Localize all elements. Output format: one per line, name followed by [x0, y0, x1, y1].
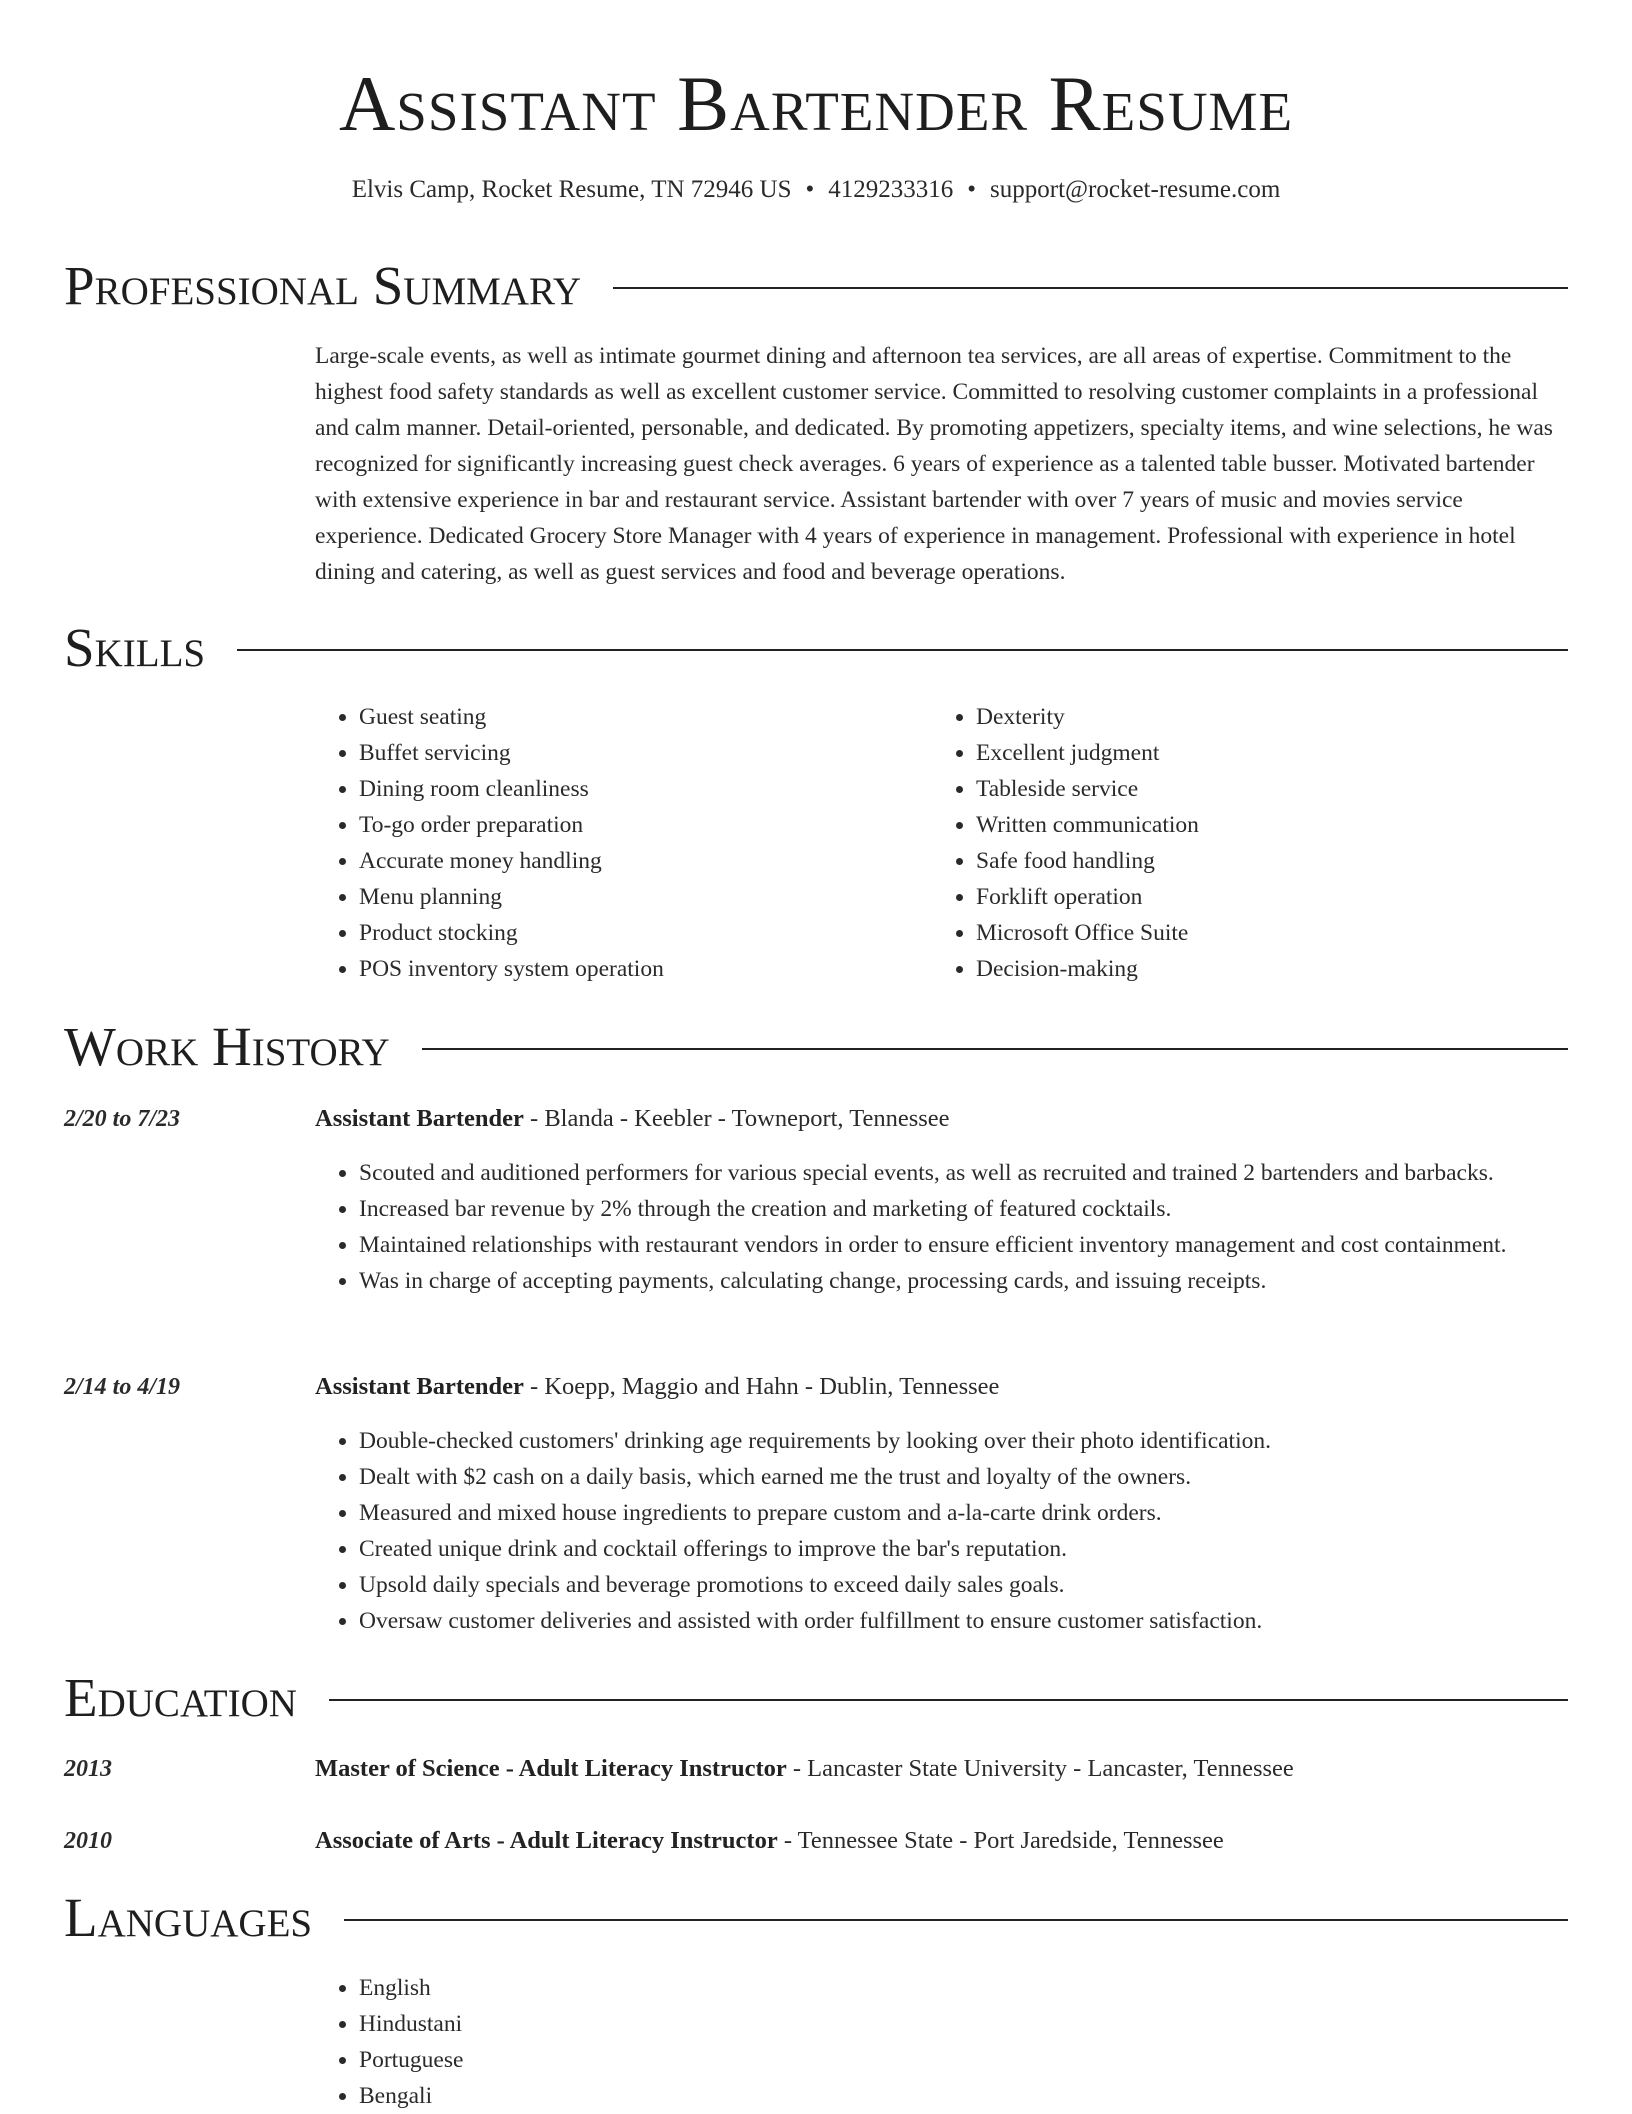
job-employer: - Blanda - Keebler - Towneport, Tennessee [523, 1105, 950, 1132]
language-item: • Portuguese [359, 2042, 1575, 2078]
skill-item: • Buffet servicing [359, 735, 915, 771]
section-divider [237, 649, 1568, 651]
languages-list [315, 1970, 1575, 2114]
job-dates: 2/20 to 7/23 [64, 1106, 181, 1132]
resume-title: Assistant Bartender Resume [338, 60, 1294, 147]
language-item: • English [359, 1970, 1575, 2006]
skill-item: • Safe food handling [976, 843, 1532, 879]
job-bullet: • Increased bar revenue by 2% through the creation and marketing of featured cocktails. [359, 1191, 1575, 1227]
job-title-line [315, 1101, 950, 1137]
contact-separator: • [967, 176, 977, 203]
languages-section-header [64, 1886, 1568, 1950]
skill-item: • Dining room cleanliness [359, 771, 915, 807]
job-bullet: • Dealt with $2 cash on a daily basis, which earned me the trust and loyalty of the owners. [359, 1459, 1575, 1495]
skill-item: • POS inventory system operation [359, 951, 915, 987]
job-bullets [315, 1155, 1575, 1299]
education-degree: Associate of Arts - Adult Literacy Instructor [315, 1827, 778, 1854]
languages-heading: Languages [64, 1887, 313, 1948]
summary-heading: Professional Summary [64, 255, 582, 316]
skill-item: • Decision-making [976, 951, 1532, 987]
education-school: - Tennessee State - Port Jaredside, Tennessee [777, 1827, 1224, 1854]
job-bullet: • Upsold daily specials and beverage promotions to exceed daily sales goals. [359, 1567, 1575, 1603]
job-title: Assistant Bartender [315, 1373, 524, 1400]
skill-item: • Guest seating [359, 699, 915, 735]
work-heading: Work History [64, 1016, 390, 1077]
education-degree: Master of Science - Adult Literacy Instructor [315, 1755, 787, 1782]
job-bullet: • Oversaw customer deliveries and assisted with order fulfillment to ensure customer satisfaction. [359, 1603, 1575, 1639]
contact-separator: • [805, 176, 815, 203]
education-section-header [64, 1666, 1568, 1730]
job-bullet: • Was in charge of accepting payments, calculating change, processing cards, and issuing receipts. [359, 1263, 1575, 1299]
skills-list-left [315, 699, 915, 987]
job-title-line [315, 1369, 999, 1405]
skill-item: • Product stocking [359, 915, 915, 951]
skills-list-right [932, 699, 1532, 987]
section-divider [329, 1699, 1568, 1701]
skill-item: • Dexterity [976, 699, 1532, 735]
contact-line [0, 172, 1632, 208]
skills-heading: Skills [64, 617, 206, 678]
skill-item: • Accurate money handling [359, 843, 915, 879]
job-dates: 2/14 to 4/19 [64, 1374, 181, 1400]
job-bullet: • Maintained relationships with restaurant vendors in order to ensure efficient inventory management and cost containment. [359, 1227, 1575, 1263]
job-employer: - Koepp, Maggio and Hahn - Dublin, Tennessee [523, 1373, 1000, 1400]
job-bullet: • Created unique drink and cocktail offerings to improve the bar's reputation. [359, 1531, 1575, 1567]
education-school: - Lancaster State University - Lancaster, Tennessee [786, 1755, 1294, 1782]
skill-item: • Forklift operation [976, 879, 1532, 915]
summary-text: Large-scale events, as well as intimate gourmet dining and afternoon tea services, are all areas of expertise. Commitment to the highest food safety standards as well as excellent customer service. Committed to resolving customer complaints in a professional and calm manner. Detail-oriented, personable, and dedicated. By promoting appetizers, specialty items, and wine selections, he was recognized for significantly increasing guest check averages. 6 years of experience as a talented table busser. Motivated bartender with extensive experience in bar and restaurant service. Assistant bartender with over 7 years of music and movies service experience. Dedicated Grocery Store Manager with 4 years of experience in management. Professional with experience in hotel dining and catering, as well as guest services and food and beverage operations. [315, 343, 1553, 585]
skill-item: • Tableside service [976, 771, 1532, 807]
section-divider [613, 287, 1568, 289]
skill-item: • Menu planning [359, 879, 915, 915]
contact-phone: 4129233316 [828, 176, 954, 203]
skills-section-header [64, 616, 1568, 680]
skill-item: • Microsoft Office Suite [976, 915, 1532, 951]
job-bullet: • Double-checked customers' drinking age requirements by looking over their photo identification. [359, 1423, 1575, 1459]
section-divider [344, 1919, 1568, 1921]
contact-email: support@rocket-resume.com [990, 176, 1281, 203]
work-section-header [64, 1015, 1568, 1079]
education-heading: Education [64, 1667, 297, 1728]
job-bullets [315, 1423, 1575, 1639]
education-line [315, 1823, 1224, 1859]
job-title: Assistant Bartender [315, 1105, 524, 1132]
summary-section-header [64, 254, 1568, 318]
skill-item: • To-go order preparation [359, 807, 915, 843]
education-year: 2013 [64, 1756, 112, 1782]
education-line [315, 1751, 1294, 1787]
language-item: • Hindustani [359, 2006, 1575, 2042]
skill-item: • Excellent judgment [976, 735, 1532, 771]
job-bullet: • Measured and mixed house ingredients to prepare custom and a-la-carte drink orders. [359, 1495, 1575, 1531]
language-item: • Bengali [359, 2078, 1575, 2114]
skill-item: • Written communication [976, 807, 1532, 843]
education-year: 2010 [64, 1828, 112, 1854]
job-bullet: • Scouted and auditioned performers for various special events, as well as recruited and trained 2 bartenders and barbacks. [359, 1155, 1575, 1191]
contact-address: Elvis Camp, Rocket Resume, TN 72946 US [351, 176, 792, 203]
section-divider [422, 1048, 1568, 1050]
